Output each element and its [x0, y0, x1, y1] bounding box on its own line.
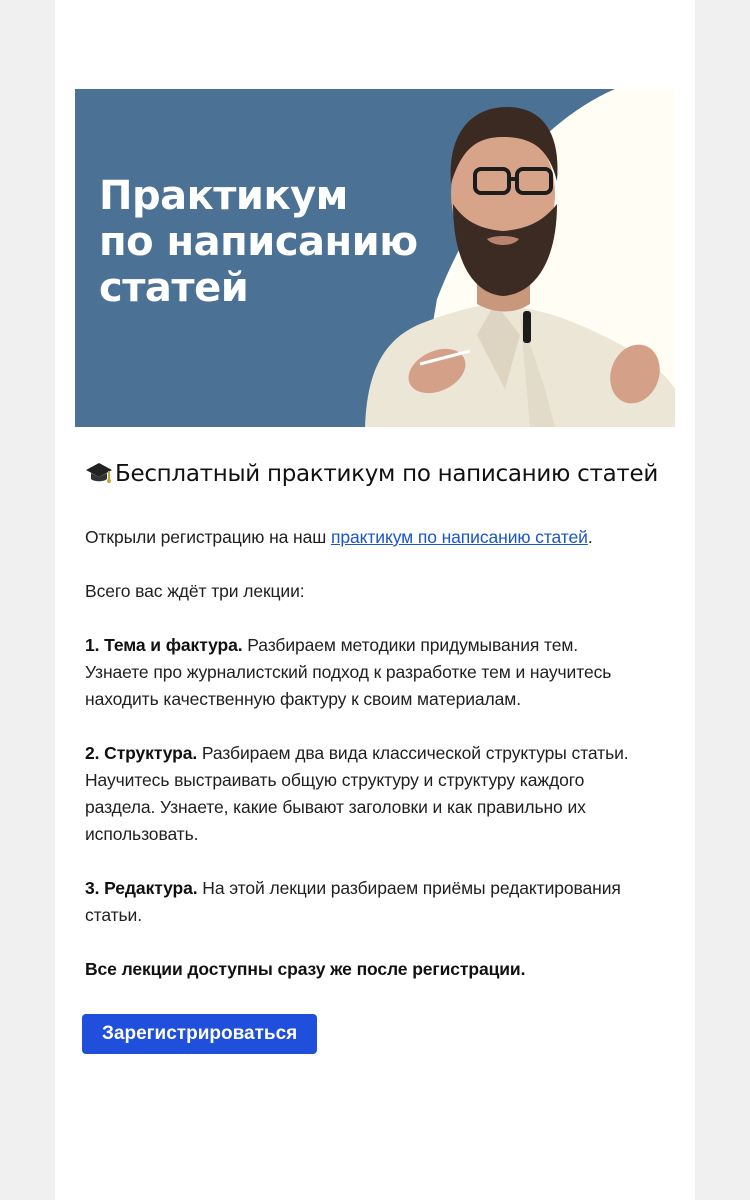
lectures-intro: Всего вас ждёт три лекции:	[85, 581, 305, 601]
email-heading	[85, 454, 665, 498]
email-content	[85, 454, 665, 983]
banner-title-line: Практикум	[99, 173, 348, 219]
lecture-1	[85, 632, 665, 713]
lecture-2	[85, 740, 665, 848]
banner	[75, 89, 675, 427]
availability-note-text: Все лекции доступны сразу же после регистрации.	[85, 959, 526, 979]
email-card	[55, 0, 695, 1200]
lecture-text: раздела. Узнаете, какие бывают заголовки и как правильно их	[85, 797, 586, 817]
intro-text-end: .	[587, 527, 593, 547]
course-link[interactable]: практикум по написанию статей	[330, 527, 588, 547]
availability-note	[85, 956, 665, 983]
lecture-text: Разбираем методики придумывания тем.	[242, 635, 579, 655]
banner-title-line: по написанию	[99, 219, 418, 265]
lecture-text: статьи.	[85, 905, 142, 925]
graduation-cap-icon	[85, 458, 115, 498]
email-heading-text: Бесплатный практикум по написанию статей	[115, 461, 658, 487]
intro-text: Открыли регистрацию на наш	[85, 527, 331, 547]
lecture-text: использовать.	[85, 824, 199, 844]
lecture-text: Научитесь выстраивать общую структуру и структуру каждого	[85, 770, 585, 790]
register-button[interactable]: Зарегистрироваться	[82, 1014, 317, 1054]
lecture-title: 1. Тема и фактура.	[85, 635, 243, 655]
lecture-text: На этой лекции разбираем приёмы редактирования	[197, 878, 621, 898]
lecture-text: Узнаете про журналистский подход к разработке тем и научитесь	[85, 662, 612, 682]
intro-paragraph	[85, 524, 665, 551]
banner-title-line: статей	[99, 265, 249, 311]
lecture-text: находить качественную фактуру к своим материалам.	[85, 689, 521, 709]
lecture-title: 2. Структура.	[85, 743, 198, 763]
lecture-title: 3. Редактура.	[85, 878, 198, 898]
banner-title	[99, 173, 429, 311]
lecture-3	[85, 875, 665, 929]
lecture-text: Разбираем два вида классической структуры статьи.	[197, 743, 629, 763]
